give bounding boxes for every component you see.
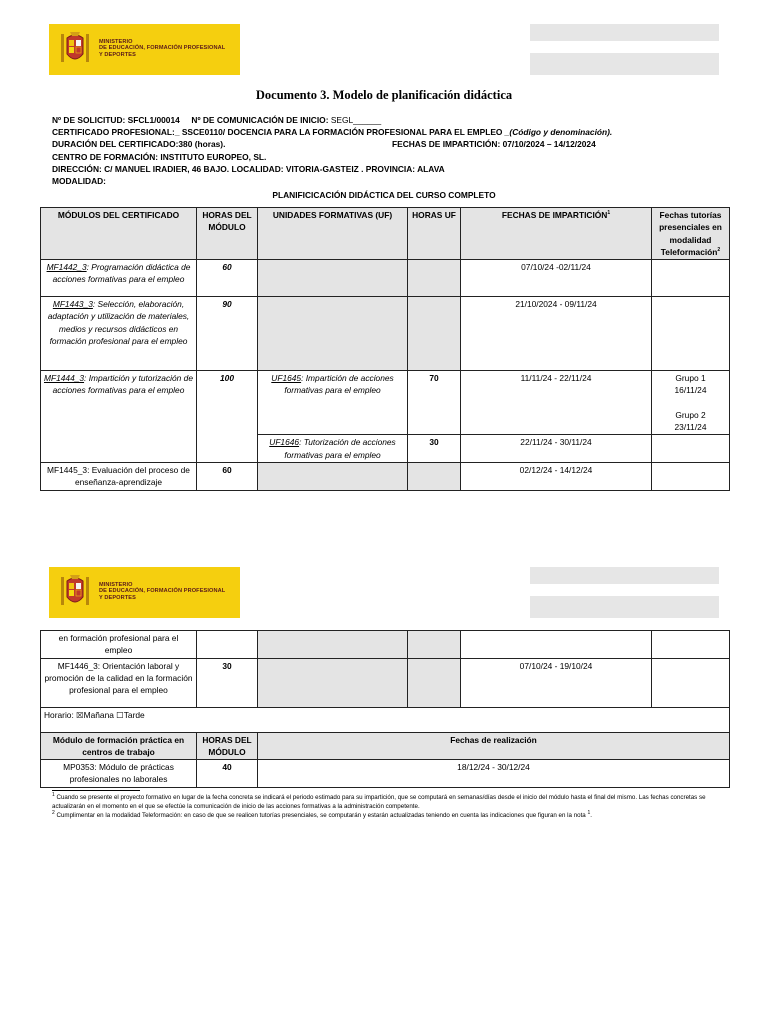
fechas-cell: 11/11/24 - 22/11/24: [461, 371, 652, 435]
table-header-row: [41, 208, 730, 260]
certificado: CERTIFICADO PROFESIONAL:_ SSCE0110/ DOCENCIA PARA LA FORMACIÓN PROFESIONAL PARA EL EMPLEO: [52, 127, 503, 138]
modulo-cell: [41, 371, 197, 463]
fechas-cell: 21/10/2024 - 09/11/24: [461, 297, 652, 371]
footnote-2: [52, 811, 722, 820]
footnote-1: [52, 793, 722, 811]
modulo-name: : Programación didáctica de acciones formativas para el empleo: [52, 262, 191, 285]
modulo-code: MF1446_3: [57, 660, 98, 671]
modulo-cell: [41, 297, 197, 371]
tutorias-cell: [652, 435, 730, 463]
modulo-code: MF1442_3: [46, 262, 87, 273]
practica-name: : Módulo de prácticas profesionales no laborales: [69, 762, 174, 785]
horas-uf-cell: [408, 631, 461, 659]
info-line-duracion: [52, 138, 612, 150]
ministry-logo: [49, 24, 240, 75]
solicitud: Nº DE SOLICITUD: SFCL1/00014: [52, 115, 180, 125]
modulo-code: MF1444_3: [44, 373, 85, 384]
practica-code: MP0353: [63, 762, 95, 773]
horario-cell: [41, 707, 730, 732]
manana-checkbox[interactable]: ☒Mañana: [76, 709, 114, 720]
uf-code: UF1646: [269, 437, 300, 448]
comunicacion-label: Nº DE COMUNICACIÓN DE INICIO:: [191, 115, 329, 125]
planning-table: [40, 207, 730, 491]
header-practica: Módulo de formación práctica en centros de trabajo: [41, 732, 197, 760]
horas-uf-cell: [408, 658, 461, 707]
uf-cell: [258, 631, 408, 659]
header-horas-modulo: HORAS DEL MÓDULO: [197, 732, 258, 760]
coat-of-arms-icon: [59, 573, 91, 611]
ministry-line: MINISTERIO: [99, 39, 133, 45]
modulo-code: MF1445_3: [47, 464, 88, 475]
practica-cell: [41, 760, 197, 788]
footnote-number: 1: [52, 791, 55, 798]
footnote-number: 2: [52, 809, 55, 816]
horas-cell: [197, 631, 258, 659]
header-field-1: [530, 24, 719, 41]
modulo-cell: en formación profesional para el empleo: [41, 631, 197, 659]
horas-cell: 90: [197, 297, 258, 371]
fechas-cell: 07/10/24 - 19/10/24: [461, 658, 652, 707]
horas-cell: 60: [197, 462, 258, 490]
planning-table-continued: [40, 630, 730, 788]
table-row: [41, 631, 730, 659]
header-uf: UNIDADES FORMATIVAS (UF): [258, 208, 408, 260]
horas-uf-cell: 30: [408, 435, 461, 463]
modalidad: MODALIDAD:: [52, 176, 106, 187]
uf-name: : Tutorización de acciones formativas para el empleo: [284, 437, 396, 460]
ministry-line: MINISTERIO: [99, 582, 133, 588]
uf-code: UF1645: [271, 373, 302, 384]
table-row: [41, 297, 730, 371]
modulo-cell: [41, 658, 197, 707]
header-horas-uf: HORAS UF: [408, 208, 461, 260]
table-row: [41, 371, 730, 435]
tutorias-cell: [652, 658, 730, 707]
tutorias-cell: [652, 260, 730, 297]
grupo-fecha: 16/11/24: [674, 385, 707, 396]
uf-cell: [258, 658, 408, 707]
footnote-divider: [52, 790, 140, 791]
footnote-ref: 2: [717, 247, 721, 254]
uf-cell: [258, 462, 408, 490]
ministry-line: Y DEPORTES: [99, 51, 136, 58]
footnote-end: .: [590, 812, 592, 819]
direccion: DIRECCIÓN: C/ MANUEL IRADIER, 46 BAJO. LOCALIDAD: VITORIA-GASTEIZ . PROVINCIA: ALAVA: [52, 163, 445, 174]
horas-cell: 30: [197, 658, 258, 707]
duracion: DURACIÓN DEL CERTIFICADO:380 (horas).: [52, 139, 226, 150]
footnote-ref: 1: [587, 809, 591, 816]
header-modulos: MÓDULOS DEL CERTIFICADO: [41, 208, 197, 260]
ministry-line: Y DEPORTES: [99, 594, 136, 601]
header-horas-modulo: HORAS DEL MÓDULO: [197, 208, 258, 260]
ministry-name: [99, 39, 225, 58]
uf-cell: [258, 297, 408, 371]
coat-of-arms-icon: [59, 30, 91, 68]
header-tutorias-label: Fechas tutorías presenciales en modalidad Teleformación: [659, 210, 722, 257]
grupo-fecha: 23/11/24: [674, 422, 707, 433]
table-row: [41, 260, 730, 297]
table-row: [41, 760, 730, 788]
tarde-checkbox[interactable]: ☐Tarde: [116, 709, 145, 720]
modulo-cell: [41, 260, 197, 297]
fechas-cell: 07/10/24 -02/11/24: [461, 260, 652, 297]
fechas-cell: 02/12/24 - 14/12/24: [461, 462, 652, 490]
fechas-cell: 22/11/24 - 30/11/24: [461, 435, 652, 463]
fechas-imparticion: FECHAS DE IMPARTICIÓN: 07/10/2024 – 14/12/2024: [392, 139, 596, 150]
header-tutorias: [652, 208, 730, 260]
header-field-2: [530, 53, 719, 75]
comunicacion-value: SEGL______: [330, 115, 382, 125]
horas-uf-cell: 70: [408, 371, 461, 435]
modulo-name: : Selección, elaboración, adaptación y utilización de materiales, medios y recursos didácticos en formación profesional para el empleo: [47, 299, 190, 347]
centro-formacion: CENTRO DE FORMACIÓN: INSTITUTO EUROPEO, SL.: [52, 151, 267, 162]
info-block: [52, 114, 612, 187]
modulo-cell: [41, 462, 197, 490]
ministry-name: [99, 582, 225, 601]
ministry-logo: [49, 567, 240, 618]
horas-cell: 40: [197, 760, 258, 788]
modulo-name: : Impartición y tutorización de acciones formativas para el empleo: [52, 373, 193, 396]
horas-uf-cell: [408, 297, 461, 371]
practica-header-row: [41, 732, 730, 760]
fechas-cell: [461, 631, 652, 659]
plan-title: PLANIFICICACIÓN DIDÁCTICA DEL CURSO COMPLETO: [272, 190, 496, 200]
tutorias-cell: [652, 462, 730, 490]
table-row: [41, 658, 730, 707]
footnote-text: Cuando se presente el proyecto formativo en lugar de la fecha concreta se indicará el periodo estimado para su impartición, que se computará en semanas/días desde el inicio del módulo hasta el final del mismo. Las fechas concretas se actualizarán en el momento en el que se efectúe la comunicación de inicio de las acciones formativas a la administración competente.: [52, 794, 706, 810]
horario-row: [41, 707, 730, 732]
uf-cell: [258, 371, 408, 435]
table-row: [41, 462, 730, 490]
tutorias-cell: [652, 297, 730, 371]
header-fechas-label: FECHAS DE IMPARTICIÓN: [501, 210, 608, 220]
modulo-name: : Evaluación del proceso de enseñanza-aprendizaje: [74, 464, 190, 488]
document-title: Documento 3. Modelo de planificación didáctica: [255, 88, 513, 102]
header-field-2: [530, 596, 719, 618]
footnotes: [52, 793, 722, 820]
grupo-label: Grupo 2: [675, 409, 706, 420]
footnote-ref: 1: [607, 210, 611, 217]
grupo-label: Grupo 1: [675, 373, 706, 384]
info-line-solicitud: [52, 114, 612, 126]
uf-name: : Impartición de acciones formativas para el empleo: [284, 373, 394, 396]
horas-uf-cell: [408, 260, 461, 297]
certificado-note: _(Código y denominación).: [504, 127, 613, 138]
ministry-line: DE EDUCACIÓN, FORMACIÓN PROFESIONAL: [99, 588, 226, 595]
info-line-certificado: [52, 126, 612, 138]
tutorias-cell: [652, 371, 730, 435]
ministry-line: DE EDUCACIÓN, FORMACIÓN PROFESIONAL: [99, 45, 226, 52]
header-fechas: [461, 208, 652, 260]
horas-cell: 100: [197, 371, 258, 463]
fechas-cell: 18/12/24 - 30/12/24: [258, 760, 730, 788]
horas-uf-cell: [408, 462, 461, 490]
header-field-1: [530, 567, 719, 584]
footnote-text: Cumplimentar en la modalidad Teleformación: en caso de que se realicen tutorías presenciales, se computarán y estarán actualizadas teniendo en cuenta las indicaciones que figuran en la nota: [54, 812, 588, 819]
horas-cell: 60: [197, 260, 258, 297]
modulo-code: MF1443_3: [52, 299, 93, 310]
uf-cell: [258, 260, 408, 297]
modulo-name: : Orientación laboral y promoción de la calidad en la formación profesional para el empleo: [44, 660, 193, 696]
horario-label: Horario:: [44, 709, 74, 720]
header-fechas-realizacion: Fechas de realización: [258, 732, 730, 760]
uf-cell: [258, 435, 408, 463]
tutorias-cell: [652, 631, 730, 659]
